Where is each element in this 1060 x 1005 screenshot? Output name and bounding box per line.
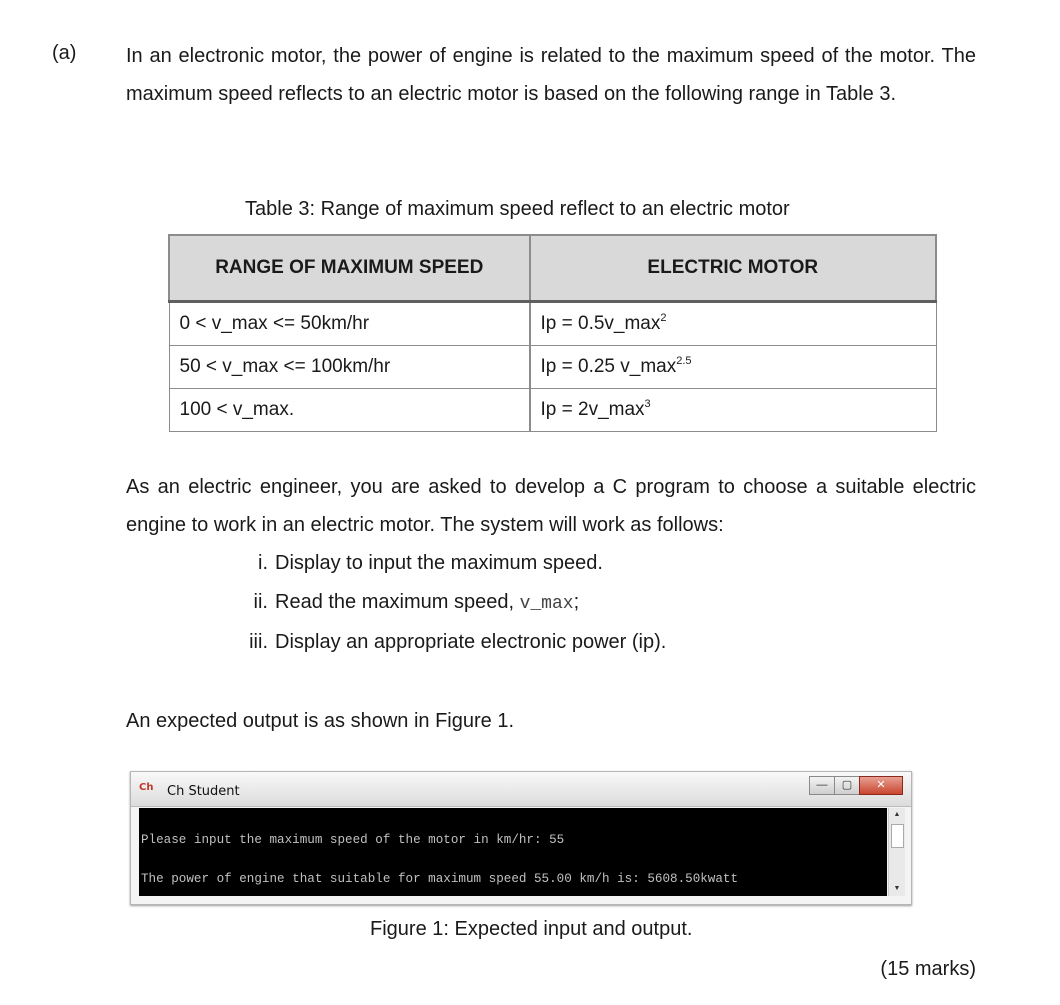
range-cell: 100 < v_max. [169, 389, 530, 432]
window-title: Ch Student [167, 784, 240, 799]
formula-cell: Ip = 0.25 $v\_\max^{2.5}$ [530, 346, 937, 389]
table-row [169, 346, 936, 389]
scroll-up-icon[interactable]: ▲ [893, 811, 901, 818]
table-row [169, 302, 936, 346]
range-cell: 0 < v_max <= 50km/hr [169, 302, 530, 346]
question-label: (a) [52, 42, 77, 64]
range-cell: 50 < v_max <= 100km/hr [169, 346, 530, 389]
intro-paragraph: In an electronic motor, the power of engine is related to the maximum speed of the motor. The maximum speed reflects to an electric motor is based on the following range in Table 3. [126, 45, 976, 105]
console-window [130, 771, 912, 905]
expected-output-text: An expected output is as shown in Figure 1. [126, 710, 515, 732]
console-output[interactable] [139, 808, 887, 896]
code-variable: v_max [519, 594, 574, 614]
speed-table [168, 234, 937, 432]
table-row [169, 389, 936, 432]
formula-cell: $Ip = 2v\_\max^3$ [530, 389, 937, 432]
ch-app-icon: Ch [139, 782, 154, 793]
window-controls [810, 776, 903, 794]
scroll-thumb[interactable] [891, 824, 904, 848]
task-paragraph: As an electric engineer, you are asked to develop a C program to choose a suitable electric engine to work in an electric motor. The system will work as follows: [126, 476, 976, 536]
close-button[interactable]: ✕ [859, 776, 903, 795]
list-item: iii. Display an appropriate electronic power (ip). [249, 631, 667, 653]
marks-label: (15 marks) [880, 958, 976, 980]
console-scrollbar[interactable] [888, 808, 905, 896]
header-motor: ELECTRIC MOTOR [530, 235, 937, 302]
formula-cell: $Ip = 0.5v\_\max^2$ [530, 302, 937, 346]
figure-caption: Figure 1: Expected input and output. [370, 918, 693, 940]
header-range: RANGE OF MAXIMUM SPEED [169, 235, 530, 302]
maximize-button[interactable]: ▢ [834, 776, 860, 795]
minimize-button[interactable]: — [809, 776, 835, 795]
console-titlebar[interactable] [131, 772, 911, 807]
list-item: i. Display to input the maximum speed. [258, 552, 603, 574]
console-line: The power of engine that suitable for maximum speed 55.00 km/h is: 5608.50kwatt [141, 872, 739, 886]
scroll-down-icon[interactable]: ▼ [893, 885, 901, 892]
table-caption: Table 3: Range of maximum speed reflect to an electric motor [245, 198, 790, 220]
list-item: ii. Read the maximum speed, v_max; [253, 591, 580, 614]
console-line: Please input the maximum speed of the motor in km/hr: 55 [141, 833, 565, 847]
